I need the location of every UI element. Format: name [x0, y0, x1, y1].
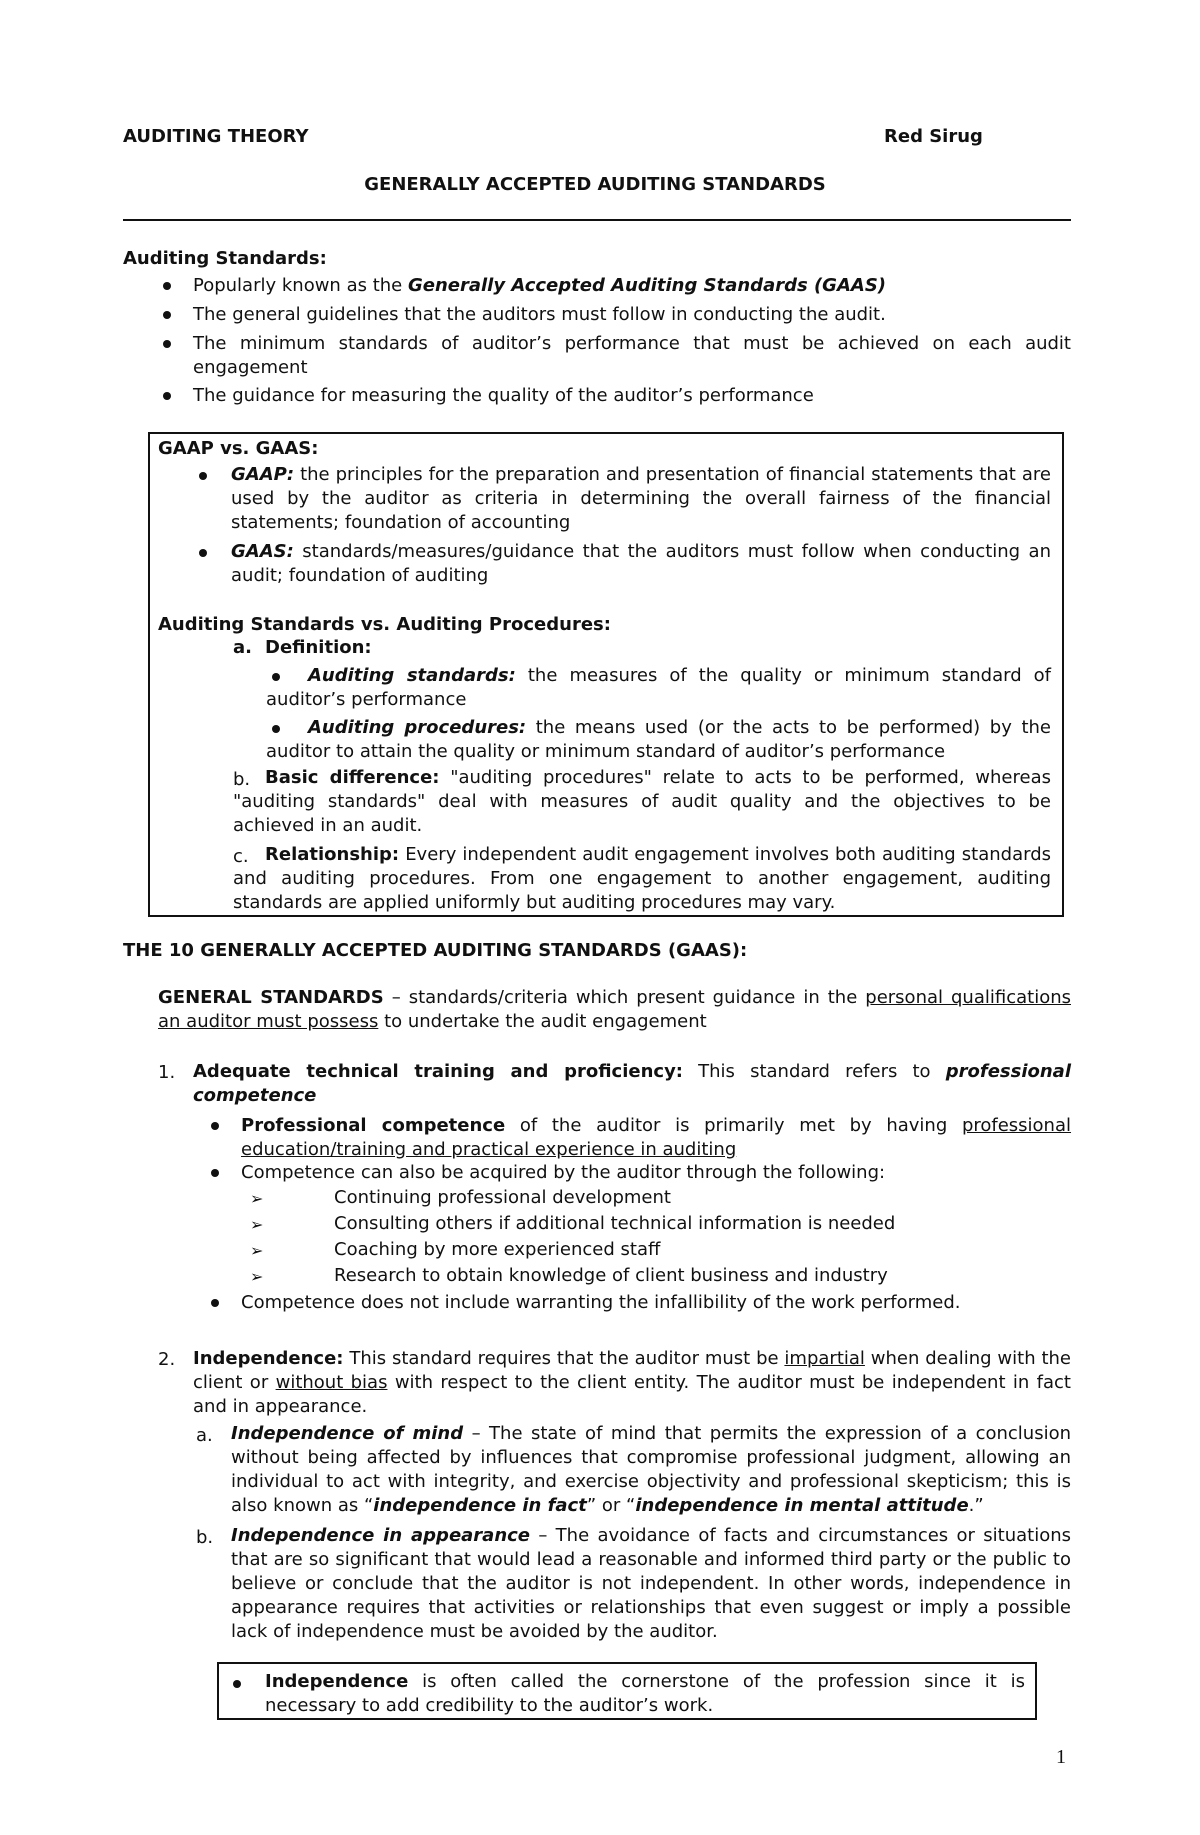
sub-item-3: Coaching by more experienced staff: [334, 1239, 661, 1260]
bullet-icon: [211, 1299, 219, 1307]
bullet-icon: [163, 311, 171, 319]
definition-label: Definition:: [265, 637, 372, 658]
standards-vs-procedures-heading: Auditing Standards vs. Auditing Procedures:: [158, 614, 611, 635]
gaap-definition: GAAP: the principles for the preparation and presentation of financial statements that are used by the auditor as criteria in determining the overall fairness of the financial statements; foundation of accounting: [231, 464, 1051, 533]
sub-item-2: Consulting others if additional technical information is needed: [334, 1213, 896, 1234]
standards-bullet-4: The guidance for measuring the quality of the auditor’s performance: [193, 385, 814, 406]
professional-competence: Professional competence of the auditor is primarily met by having professional education/training and practical experience in auditing: [241, 1115, 1072, 1160]
arrow-bullet-icon: ➢: [250, 1189, 264, 1208]
basic-difference: Basic difference: "auditing procedures" relate to acts to be performed, whereas "auditing standards" deal with measures of audit quality and the objectives to be achieved in an audit.: [233, 767, 1051, 836]
item-2-text: Independence: This standard requires that the auditor must be impartial when dealing with the client or without bias with respect to the client entity. The auditor must be independent in fact and in appearance.: [193, 1348, 1071, 1417]
independence-note: Independence is often called the cornerstone of the profession since it is necessary to add credibility to the auditor’s work.: [265, 1671, 1025, 1716]
ten-gaas-heading: THE 10 GENERALLY ACCEPTED AUDITING STANDARDS (GAAS):: [123, 940, 748, 961]
standards-bullet-1: Popularly known as the Generally Accepted Auditing Standards (GAAS): [193, 275, 887, 296]
bullet-icon: [233, 1680, 241, 1688]
independence-of-mind: Independence of mind – The state of mind that permits the expression of a conclusion without being affected by influences that compromise professional judgment, allowing an individual to act with integrity, and exercise objectivity and professional skepticism; this is also known as “independence in fact” or “independence in mental attitude.”: [231, 1423, 1072, 1516]
bullet-icon: [163, 392, 171, 400]
standards-bullet-3: The minimum standards of auditor’s performance that must be achieved on each audit engagement: [193, 333, 1071, 378]
arrow-bullet-icon: ➢: [250, 1267, 264, 1286]
bullet-icon: [163, 282, 171, 290]
bullet-icon: [211, 1169, 219, 1177]
sub-item-1: Continuing professional development: [334, 1187, 671, 1208]
arrow-bullet-icon: ➢: [250, 1241, 264, 1260]
gaap-vs-gaas-heading: GAAP vs. GAAS:: [158, 438, 319, 459]
item-1-number: 1.: [158, 1062, 176, 1083]
competence-acquired: Competence can also be acquired by the auditor through the following:: [241, 1162, 886, 1183]
item-1-text: Adequate technical training and proficiency: This standard refers to professional competence: [193, 1061, 1071, 1106]
independence-mind-marker: a.: [196, 1425, 213, 1446]
author-name: Red Sirug: [884, 126, 983, 147]
auditing-standards-definition: Auditing standards: the measures of the quality or minimum standard of auditor’s performance: [266, 665, 1051, 710]
competence-exclusion: Competence does not include warranting the infallibility of the work performed.: [241, 1292, 961, 1313]
gaas-definition: GAAS: standards/measures/guidance that the auditors must follow when conducting an audit; foundation of auditing: [231, 541, 1051, 586]
independence-in-appearance: Independence in appearance – The avoidance of facts and circumstances or situations that are so significant that would lead a reasonable and informed third party or the public to believe or conclude that the auditor is not independent. In other words, independence in appearance requires that activities or relationships that even suggest or imply a possible lack of independence must be avoided by the auditor.: [231, 1525, 1071, 1642]
course-title: AUDITING THEORY: [123, 126, 309, 147]
definition-marker: a.: [233, 637, 252, 658]
difference-marker: b.: [233, 769, 251, 790]
relationship: Relationship: Every independent audit engagement involves both auditing standards and auditing procedures. From one engagement to another engagement, auditing standards are applied uniformly but auditing procedures may vary.: [233, 844, 1051, 913]
arrow-bullet-icon: ➢: [250, 1215, 264, 1234]
bullet-icon: [163, 340, 171, 348]
bullet-icon: [211, 1122, 219, 1130]
sub-item-4: Research to obtain knowledge of client business and industry: [334, 1265, 888, 1286]
bullet-icon: [199, 472, 207, 480]
relationship-marker: c.: [233, 846, 249, 867]
auditing-procedures-definition: Auditing procedures: the means used (or the acts to be performed) by the auditor to attain the quality or minimum standard of auditor’s performance: [266, 717, 1051, 762]
standards-bullet-2: The general guidelines that the auditors must follow in conducting the audit.: [193, 304, 886, 325]
independence-appearance-marker: b.: [196, 1527, 214, 1548]
header-rule: [123, 219, 1071, 221]
page-number: 1: [1056, 1746, 1066, 1768]
item-2-number: 2.: [158, 1349, 176, 1370]
page-title: GENERALLY ACCEPTED AUDITING STANDARDS: [364, 174, 826, 195]
general-standards: GENERAL STANDARDS – standards/criteria which present guidance in the personal qualifications an auditor must possess to undertake the audit engagement: [158, 987, 1071, 1032]
auditing-standards-heading: Auditing Standards:: [123, 248, 327, 269]
bullet-icon: [199, 549, 207, 557]
